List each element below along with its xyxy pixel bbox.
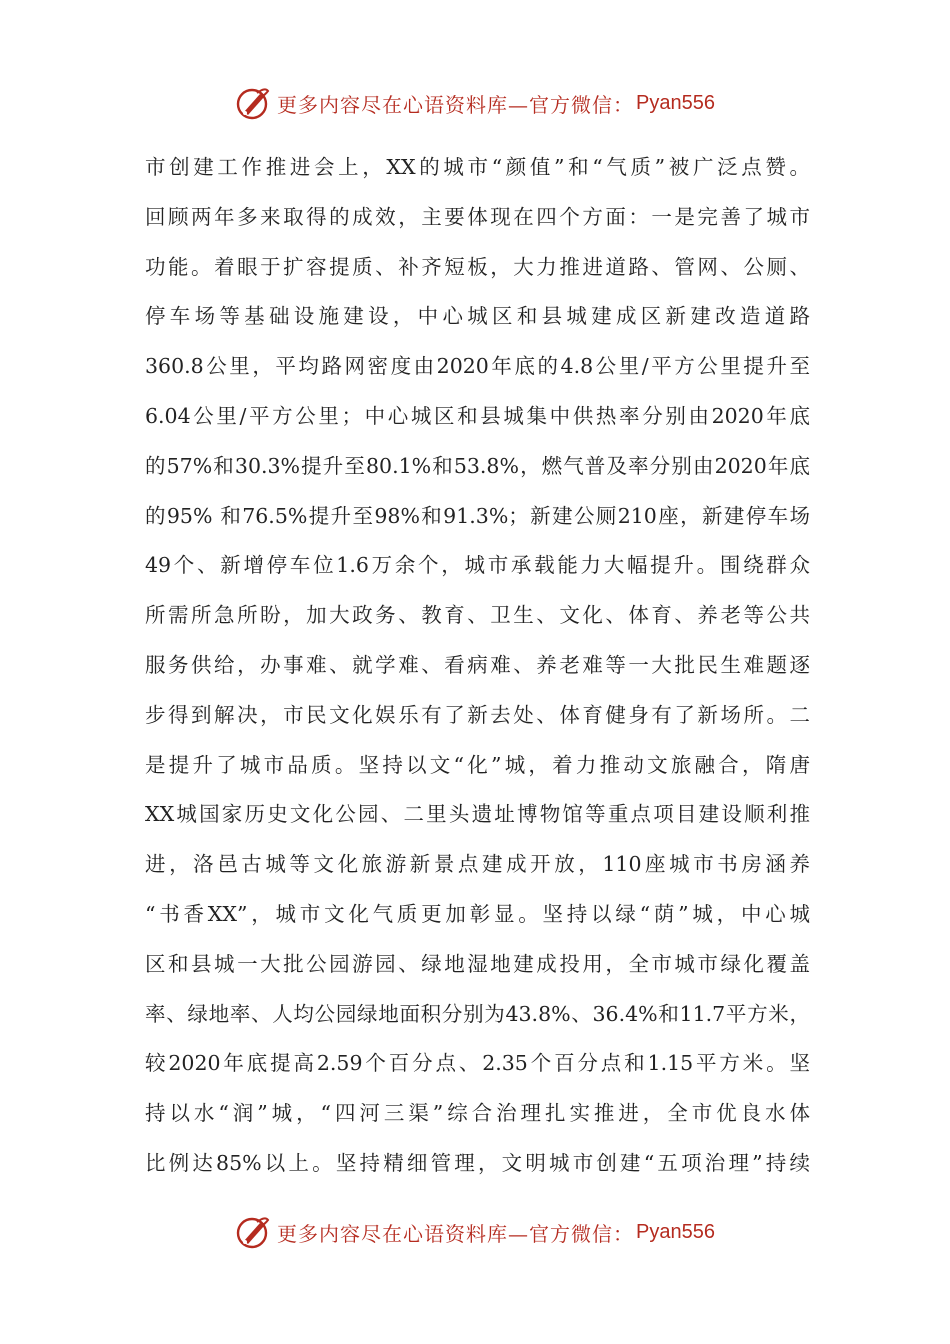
document-body	[145, 143, 810, 1189]
body-line: 是提升了城市品质。坚持以文“化”城，着力推动文旅融合，隋唐	[145, 752, 810, 777]
header-banner-text: 更多内容尽在心语资料库—官方微信：	[277, 92, 635, 117]
body-line: 市创建工作推进会上，XX的城市“颜值”和“气质”被广泛点赞。	[145, 155, 810, 179]
body-line: 步得到解决，市民文化娱乐有了新去处、体育健身有了新场所。二	[145, 702, 810, 727]
body-line: 49个、新增停车位1.6万余个，城市承载能力大幅提升。围绕群众	[145, 553, 810, 578]
body-line: 6.04公里/平方公里；中心城区和县城集中供热率分别由2020年底	[145, 403, 810, 428]
body-line: 率、绿地率、人均公园绿地面积分别为43.8%、36.4%和11.7平方米，	[145, 1001, 810, 1026]
footer-wechat-handle: Pyan556	[636, 1220, 715, 1243]
body-line: 回顾两年多来取得的成效，主要体现在四个方面：一是完善了城市	[145, 204, 810, 229]
body-line: 的57%和30.3%提升至80.1%和53.8%，燃气普及率分别由2020年底	[145, 453, 810, 478]
body-line: “书香XX”，城市文化气质更加彰显。坚持以绿“荫”城，中心城	[145, 901, 810, 926]
body-line: 进，洛邑古城等文化旅游新景点建成开放，110座城市书房涵养	[145, 852, 810, 877]
body-line: 的95% 和76.5%提升至98%和91.3%；新建公厕210座，新建停车场	[145, 503, 810, 528]
body-line: XX城国家历史文化公园、二里头遗址博物馆等重点项目建设顺利推	[145, 802, 810, 827]
header-wechat-handle: Pyan556	[636, 91, 715, 114]
body-line: 持以水“润”城，“四河三渠”综合治理扎实推进，全市优良水体	[145, 1101, 810, 1126]
body-line: 功能。着眼于扩容提质、补齐短板，大力推进道路、管网、公厕、	[145, 254, 810, 279]
body-line: 服务供给，办事难、就学难、看病难、养老难等一大批民生难题逐	[145, 652, 810, 677]
footer-banner	[0, 1212, 950, 1252]
body-line: 停车场等基础设施建设，中心城区和县城建成区新建改造道路	[145, 304, 810, 329]
body-line: 区和县城一大批公园游园、绿地湿地建成投用，全市城市绿化覆盖	[145, 951, 810, 976]
body-line: 所需所急所盼，加大政务、教育、卫生、文化、体育、养老等公共	[145, 603, 810, 628]
pen-logo-icon	[235, 85, 271, 121]
pen-logo-icon	[235, 1214, 271, 1250]
body-line: 较2020年底提高2.59个百分点、2.35个百分点和1.15平方米。坚	[145, 1051, 810, 1076]
body-line: 比例达85%以上。坚持精细管理，文明城市创建“五项治理”持续	[145, 1150, 810, 1175]
header-banner	[0, 83, 950, 123]
body-line: 360.8公里，平均路网密度由2020年底的4.8公里/平方公里提升至	[145, 354, 810, 379]
footer-banner-text: 更多内容尽在心语资料库—官方微信：	[277, 1221, 635, 1246]
